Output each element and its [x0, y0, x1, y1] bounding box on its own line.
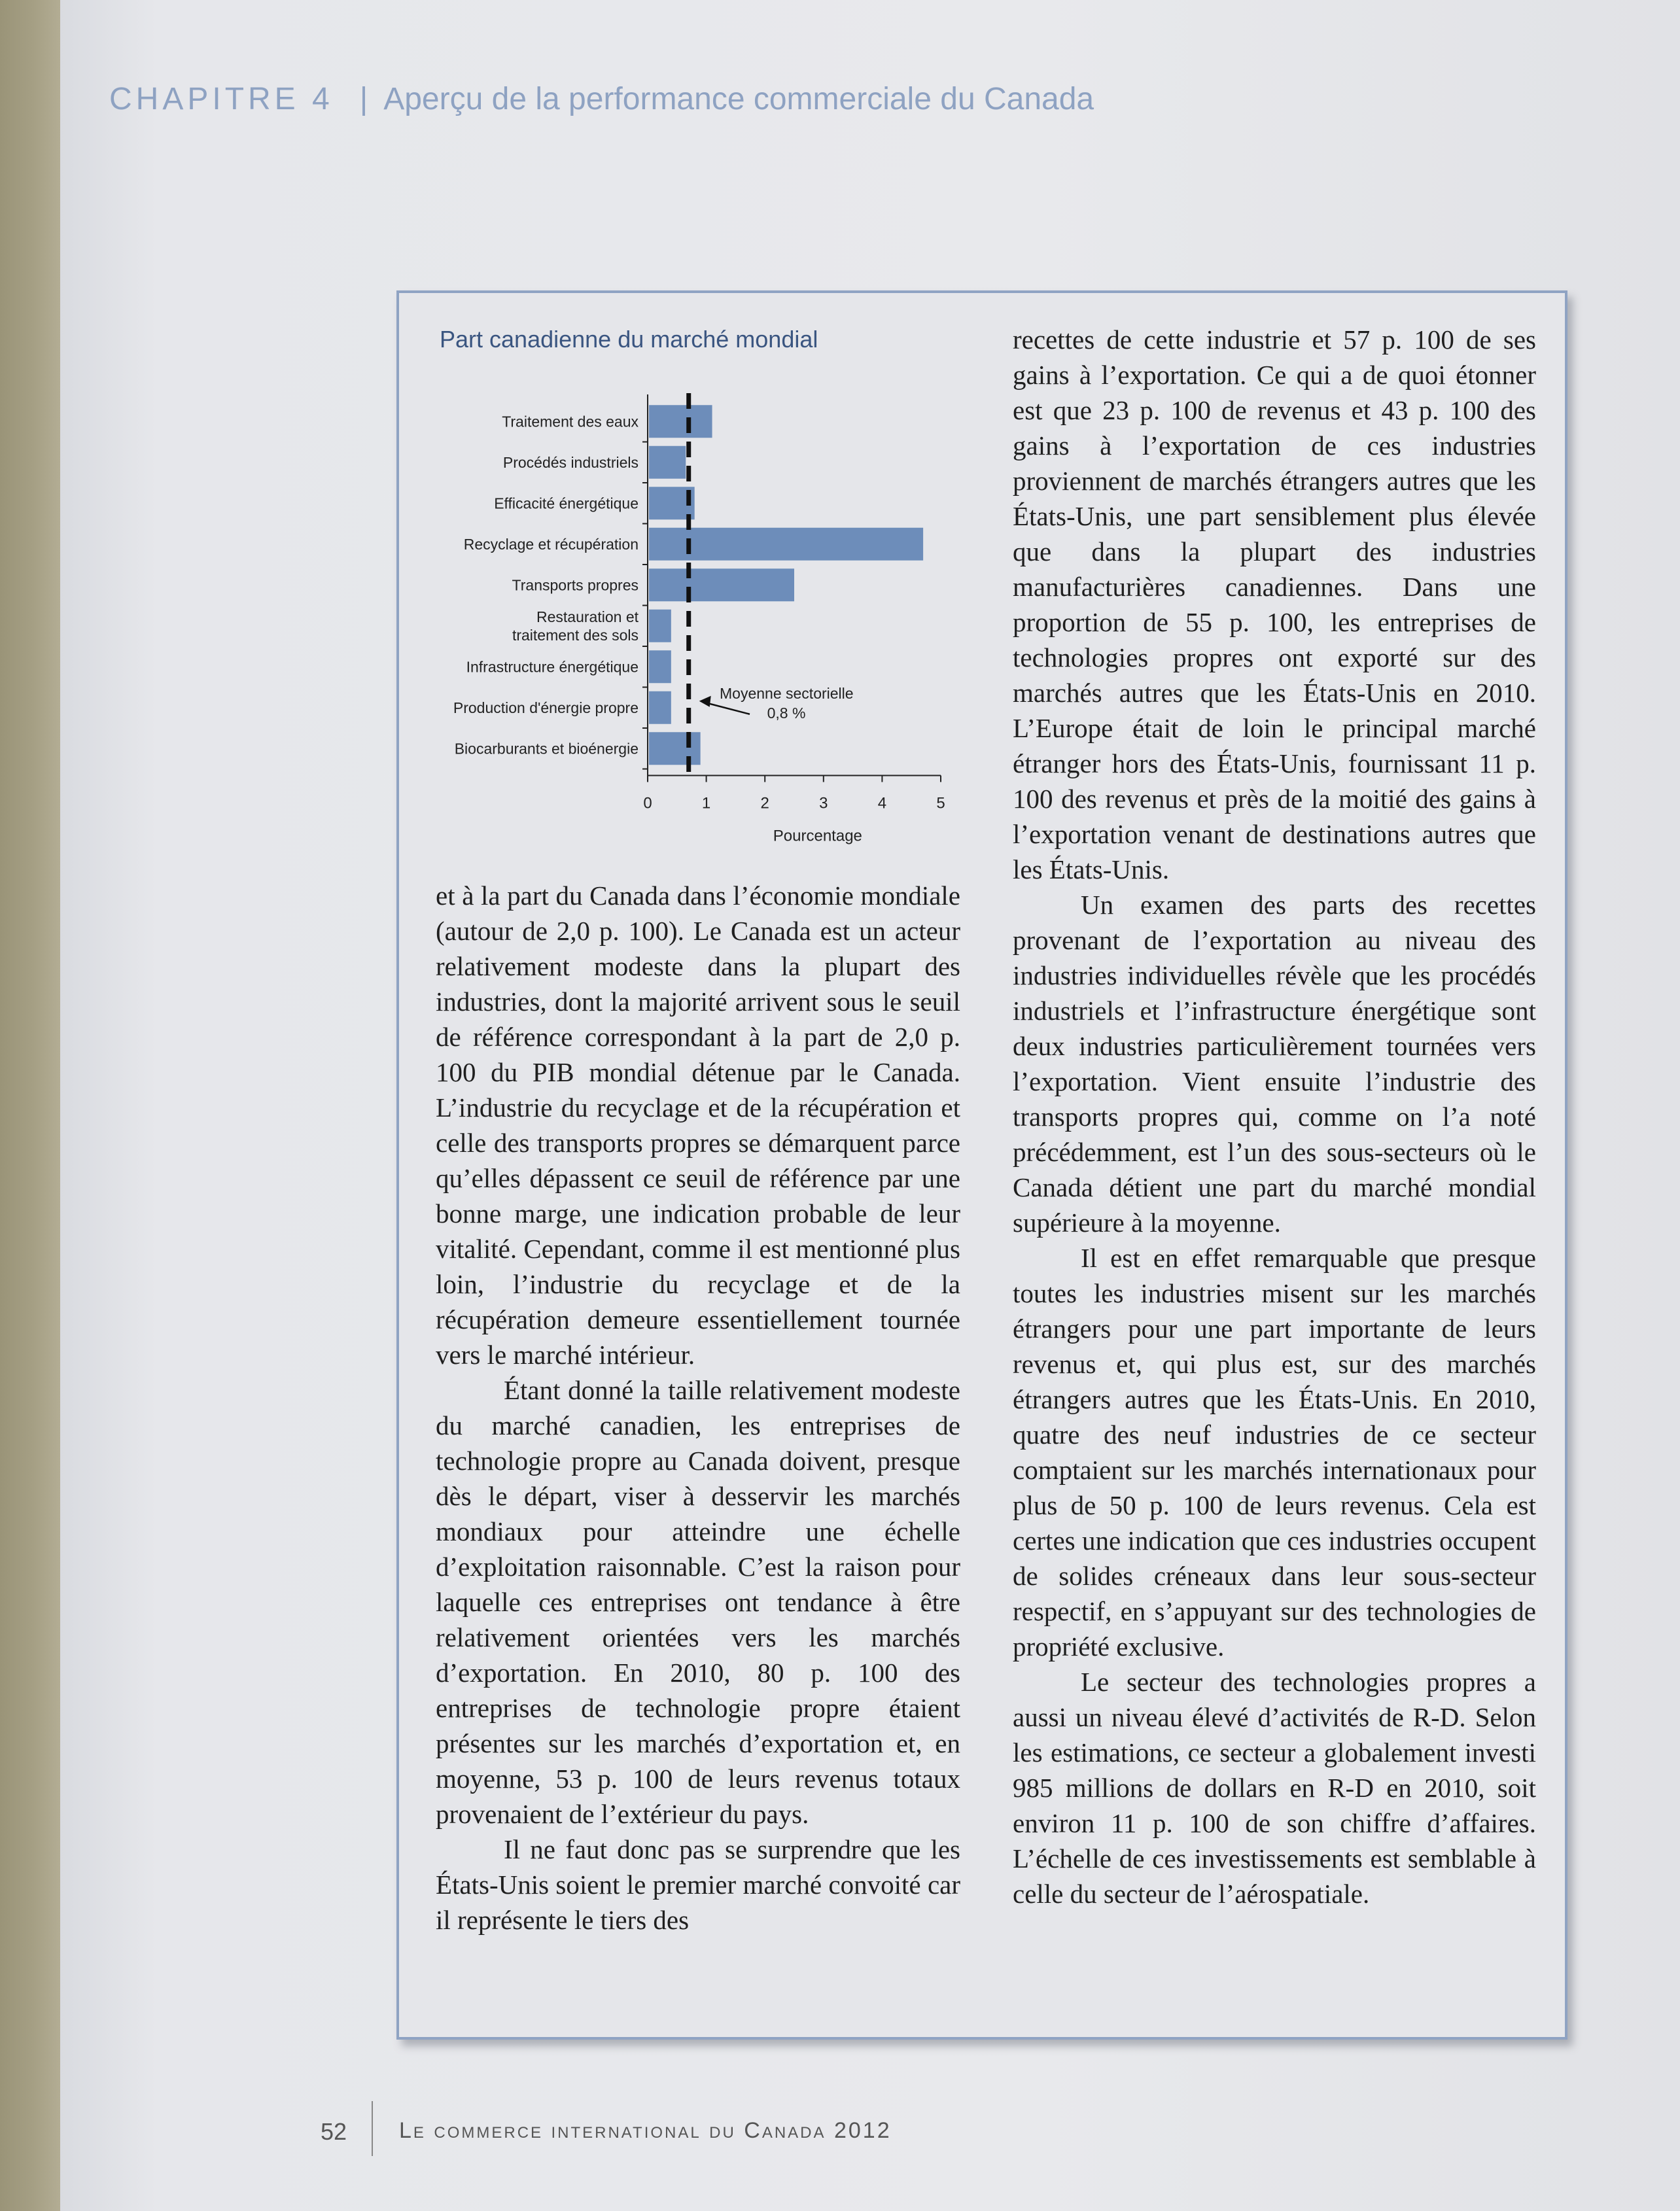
- category-label: Transports propres: [512, 576, 639, 594]
- x-tick-label: 2: [760, 794, 769, 812]
- x-tick-label: 3: [819, 794, 828, 812]
- bar: [649, 610, 671, 642]
- annotation-arrow-head: [699, 696, 711, 707]
- chapter-label: CHAPITRE 4: [109, 82, 334, 116]
- chart-title: Part canadienne du marché mondial: [440, 326, 818, 353]
- paragraph: Il ne faut donc pas se surprendre que les États-Unis soient le premier marché convoité car il représente le tiers des: [436, 1834, 960, 1935]
- chapter-title: Aperçu de la performance commerciale du Canada: [383, 82, 1094, 116]
- page-number: 52: [321, 2118, 347, 2145]
- x-tick-label: 1: [701, 794, 711, 812]
- bar: [649, 650, 671, 683]
- category-label: Traitement des eaux: [502, 413, 639, 430]
- category-label: Production d'énergie propre: [453, 699, 639, 716]
- x-tick-label: 5: [936, 794, 945, 812]
- category-label: Recyclage et récupération: [463, 535, 639, 553]
- paragraph: Un examen des parts des recettes provenant de l’exportation au niveau des industries individuelles révèle que les procédés industriels et l’infrastructure énergétique sont deux industries particulièrement tournées vers l’exportation. Vient ensuite l’industrie des transports propres qui, comme on l’a noté précédemment, est l’un des sous-secteurs où le Canada détient une part du marché mondial supérieure à la moyenne.: [1013, 890, 1536, 1238]
- footer-divider: [372, 2101, 373, 2156]
- annotation-label: Moyenne sectorielle: [720, 684, 854, 702]
- left-column: [436, 878, 960, 1938]
- annotation-value: 0,8 %: [767, 704, 806, 722]
- book-spine-edge: [0, 0, 60, 2211]
- annotation-arrow-shaft: [705, 703, 750, 714]
- paragraph: et à la part du Canada dans l’économie mondiale (autour de 2,0 p. 100). Le Canada est un acteur relativement modeste dans la plupart des industries, dont la majorité arrivent sous le seuil de référence correspondant à la part de 2,0 p. 100 du PIB mondial détenue par le Canada. L’industrie du recyclage et de la récupération et celle des transports propres se démarquent parce qu’elles dépassent ce seuil de référence par une bonne marge, une indication probable de leur vitalité. Cependant, comme il est mentionné plus loin, l’industrie du recyclage et de la récupération demeure essentiellement tournée vers le marché intérieur.: [436, 880, 960, 1370]
- bar-chart: [399, 365, 988, 888]
- footer-title: Le commerce international du Canada 2012: [399, 2118, 892, 2143]
- running-header: [109, 81, 1094, 117]
- paragraph: Le secteur des technologies propres a aussi un niveau élevé d’activités de R-D. Selon les estimations, ce secteur a globalement investi 985 millions de dollars en R-D en 2010, soit environ 11 p. 100 de son chiffre d’affaires. L’échelle de ces investissements est semblable à celle du secteur de l’aérospatiale.: [1013, 1667, 1536, 1909]
- bar: [649, 732, 701, 765]
- right-column: [1013, 322, 1536, 1911]
- category-label: Infrastructure énergétique: [466, 658, 639, 676]
- paragraph: recettes de cette industrie et 57 p. 100 de ses gains à l’exportation. Ce qui a de quoi étonner est que 23 p. 100 de revenus et 43 p. 100 des gains à l’exportation de ces industries proviennent de marchés étrangers autres que les États-Unis, une part sensiblement plus élevée que dans la plupart des industries manufacturières canadiennes. Dans une proportion de 55 p. 100, les entreprises de technologies propres ont exporté sur des marchés autres que les États-Unis en 2010. L’Europe était de loin le principal marché étranger hors des États-Unis, fournissant 11 p. 100 des revenus et près de la moitié des gains à l’exportation venant de destinations autres que les États-Unis.: [1013, 324, 1536, 884]
- bar: [649, 446, 686, 479]
- header-separator: |: [359, 82, 368, 116]
- category-label: Restauration et traitement des sols: [512, 608, 639, 644]
- bar: [649, 691, 671, 724]
- category-label: Biocarburants et bioénergie: [454, 740, 639, 757]
- bar: [649, 405, 712, 438]
- paragraph: Étant donné la taille relativement modeste du marché canadien, les entreprises de technologie propre au Canada doivent, presque dès le départ, viser à desservir les marchés mondiaux pour atteindre une échelle d’exploitation raisonnable. C’est la raison pour laquelle ces entreprises ont tendance à être relativement orientées vers les marchés d’exportation. En 2010, 80 p. 100 des entreprises de technologie propre étaient présentes sur les marchés d’exportation et, en moyenne, 53 p. 100 de leurs revenus totaux provenaient de l’extérieur du pays.: [436, 1375, 960, 1829]
- content-box: [396, 290, 1567, 2040]
- category-label: Procédés industriels: [502, 453, 639, 471]
- x-axis-title: Pourcentage: [773, 827, 862, 845]
- category-label: Efficacité énergétique: [494, 495, 639, 512]
- x-tick-label: 4: [877, 794, 887, 812]
- bar: [649, 568, 794, 601]
- paragraph: Il est en effet remarquable que presque toutes les industries misent sur les marchés étrangers pour une part importante de leurs revenus et, qui plus est, sur des marchés étrangers autres que les États-Unis. En 2010, quatre des neuf industries de ce secteur comptaient sur les marchés internationaux pour plus de 50 p. 100 de leurs revenus. Cela est certes une indication que ces industries occupent de solides créneaux dans leur sous-secteur respectif, en s’appuyant sur des technologies de propriété exclusive.: [1013, 1243, 1536, 1662]
- x-tick-label: 0: [643, 794, 652, 812]
